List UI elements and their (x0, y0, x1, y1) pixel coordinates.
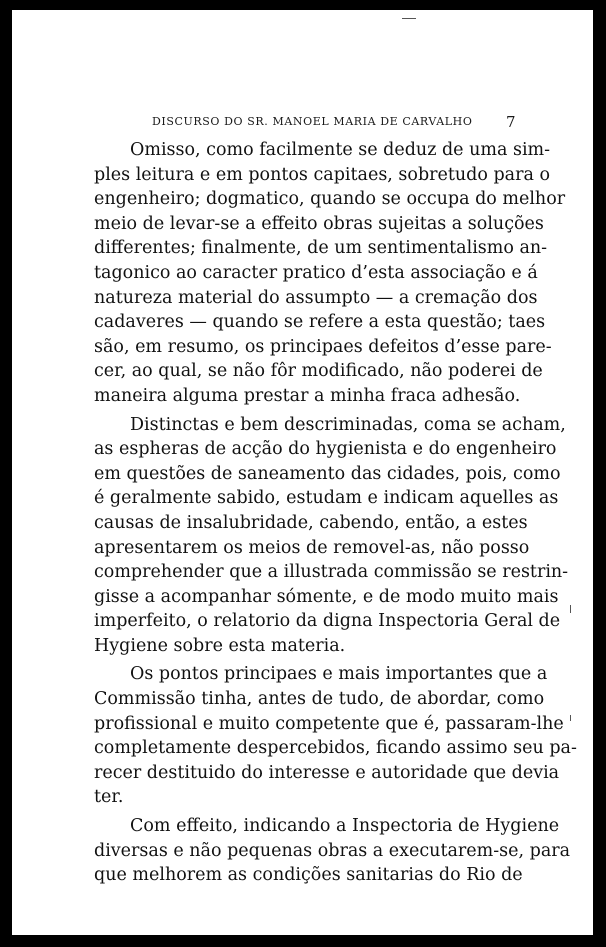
text-line: cer, ao qual, se não fôr modificado, não poderei de (94, 361, 543, 382)
paragraph (94, 814, 571, 888)
text-line: tagonico ao caracter pratico d’esta associação e á (94, 262, 538, 283)
scan-speck (402, 18, 416, 19)
text-line: meio de levar-se a effeito obras sujeitas a soluções (94, 213, 544, 234)
scan-speck (570, 605, 571, 613)
text-line: Commissão tinha, antes de tudo, de abordar, como (94, 689, 545, 710)
text-line: que melhorem as condições sanitarias do Rio de (94, 865, 523, 886)
text-line: Com effeito, indicando a Inspectoria de Hygiene (130, 816, 560, 837)
text-line: as espheras de acção do hygienista e do engenheiro (94, 439, 557, 460)
scan-speck (570, 715, 571, 721)
text-line: gisse a acompanhar sómente, e de modo muito mais (94, 586, 559, 607)
text-line: ter. (94, 787, 124, 808)
paragraph (94, 138, 566, 409)
text-line: é geralmente sabido, estudam e indicam aquelles as (94, 488, 559, 509)
text-line: cadaveres — quando se refere a esta questão; taes (94, 312, 546, 333)
text-line: natureza material do assumpto — a cremação dos (94, 287, 538, 308)
text-line: apresentarem os meios de removel-as, não posso (94, 537, 530, 558)
text-line: imperfeito, o relatorio da digna Inspectoria Geral de (94, 611, 561, 632)
page-number: 7 (506, 113, 516, 131)
text-line: diversas e não pequenas obras a executarem-se, para (94, 840, 571, 861)
text-line: maneira alguma prestar a minha fraca adhesão. (94, 385, 521, 406)
text-line: são, em resumo, os principaes defeitos d’esse pare- (94, 336, 552, 357)
page-header (12, 115, 593, 135)
text-line: Os pontos principaes e mais importantes que a (130, 664, 548, 685)
text-line: differentes; finalmente, de um sentimentalismo an- (94, 238, 548, 259)
paragraph (94, 413, 569, 659)
body-text (94, 138, 577, 892)
text-line: engenheiro; dogmatico, quando se occupa do melhor (94, 189, 566, 210)
text-line: Distinctas e bem descriminadas, coma se acham, (130, 414, 566, 435)
text-line: Omisso, como facilmente se deduz de uma sim- (130, 140, 551, 160)
text-line: em questões de saneamento das cidades, pois, como (94, 463, 561, 484)
running-head: DISCURSO DO SR. MANOEL MARIA DE CARVALHO (152, 115, 473, 128)
text-line: completamente despercebidos, ficando assimo seu pa- (94, 738, 577, 759)
paragraph (94, 662, 577, 810)
text-line: ples leitura e em pontos capitaes, sobretudo para o (94, 164, 551, 185)
text-line: recer destituido do interesse e autoridade que devia (94, 762, 560, 783)
text-line: comprehender que a illustrada commissão se restrin- (94, 562, 569, 583)
scanned-page (12, 10, 593, 935)
text-line: profissional e muito competente que é, passaram-lhe (94, 713, 564, 734)
text-line: causas de insalubridade, cabendo, então, a estes (94, 512, 528, 533)
text-line: Hygiene sobre esta materia. (94, 635, 346, 656)
